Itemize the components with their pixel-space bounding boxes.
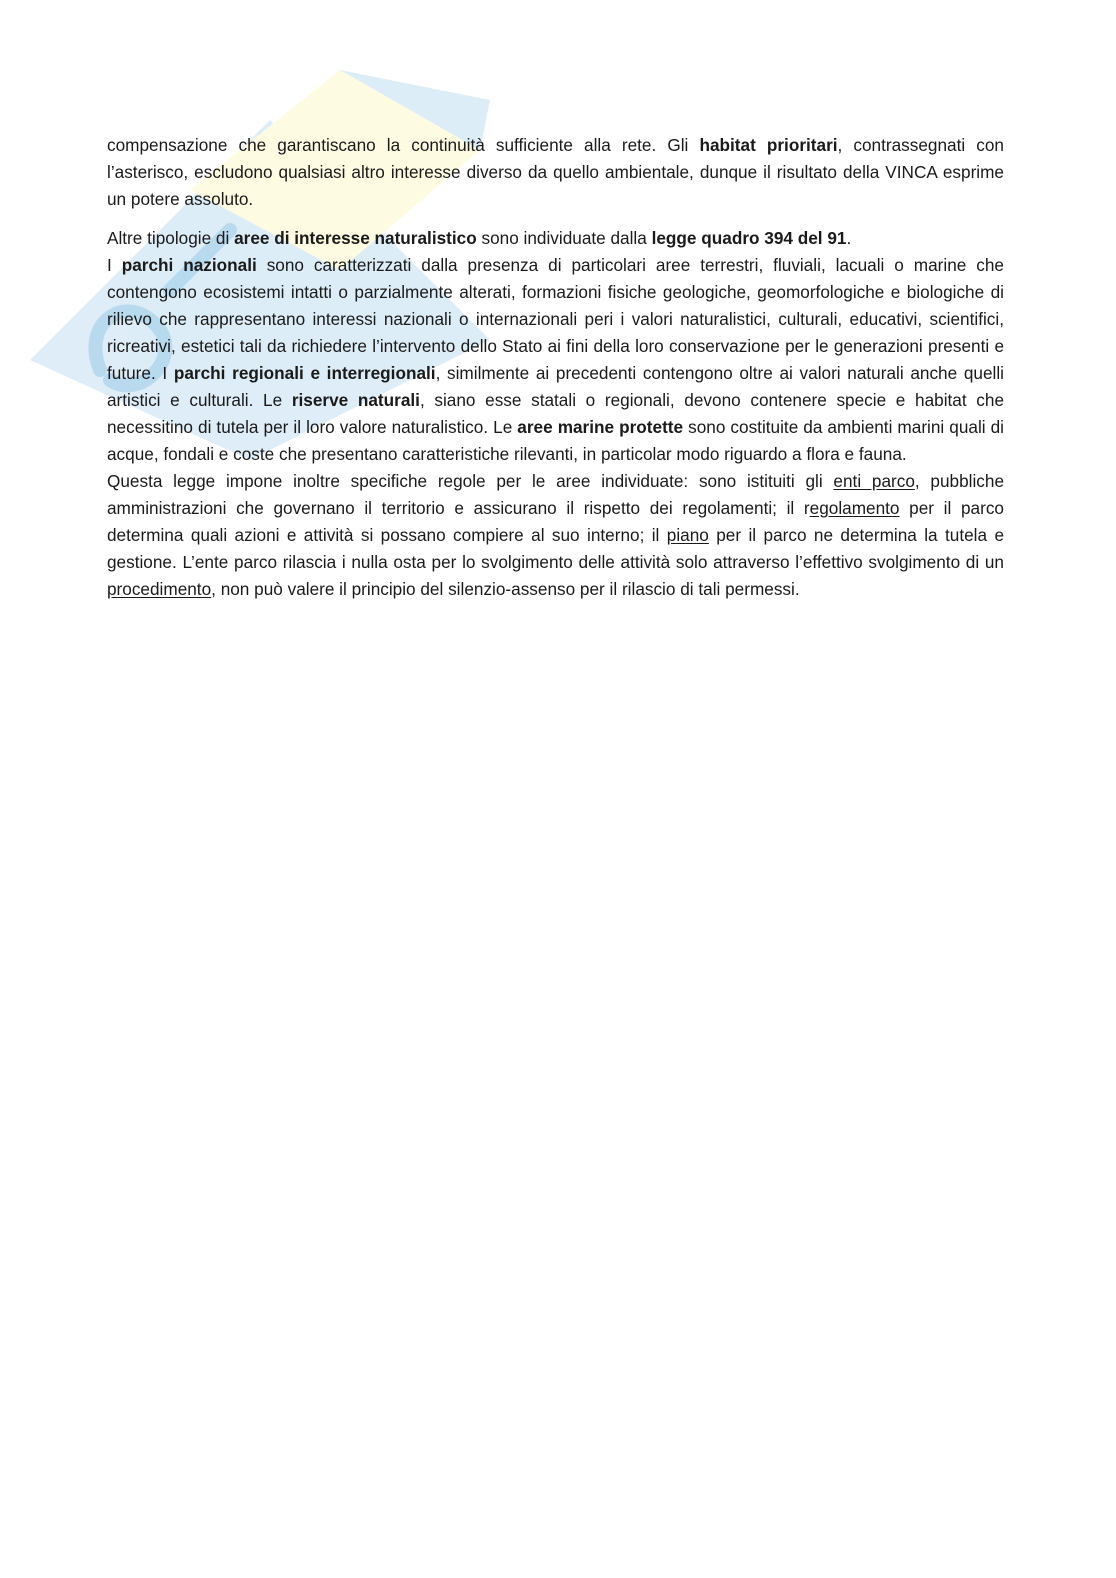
bold-term: parchi regionali e interregionali bbox=[173, 363, 436, 383]
bold-term: riserve naturali bbox=[291, 390, 420, 410]
bold-term: legge quadro 394 del 91 bbox=[651, 228, 847, 248]
text-span: , similmente ai precedenti contengono oltre ai valori naturali anche quelli artistici e culturali. Le bbox=[107, 363, 1004, 410]
underlined-term: egolamento bbox=[809, 498, 900, 518]
text-span: , siano esse statali o regionali, devono contenere specie e habitat che necessitino di tutela per il loro valore naturalistico. Le bbox=[107, 390, 1005, 437]
underlined-term: procedimento bbox=[107, 579, 212, 599]
text-span: Altre tipologie di bbox=[107, 228, 235, 248]
text-span: , pubbliche amministrazioni che governano il territorio e assicurano il rispetto dei regolamenti; il r bbox=[107, 471, 1005, 518]
text-span: per il parco determina quali azioni e attività si possano compiere al suo interno; il bbox=[107, 498, 1004, 545]
text-span: , non può valere il principio del silenzio-assenso per il rilascio di tali permessi. bbox=[211, 579, 800, 599]
bold-term: aree marine protette bbox=[517, 417, 684, 437]
text-span: per il parco ne determina la tutela e gestione. L’ente parco rilascia i nulla osta per lo svolgimento delle attività solo attraverso l’effettivo svolgimento di un bbox=[107, 525, 1005, 572]
text-span: sono costituite da ambienti marini quali di acque, fondali e coste che presentano caratteristiche rilevanti, in particolar modo riguardo a flora e fauna. bbox=[107, 417, 1004, 464]
bold-term: aree di interesse naturalistico bbox=[234, 228, 477, 248]
text-span: sono caratterizzati dalla presenza di particolari aree terrestri, fluviali, lacuali o marine che contengono ecosistemi intatti o parzialmente alterati, formazioni fisiche geologiche, geomorfologiche e biologiche di rilievo che rappresentano interessi nazionali o internazionali peri i valori naturalistici, culturali, educativi, scientifici, ricreativi, estetici tali da richiedere l’intervento dello Stato ai fini della loro conservazione per le generazioni presenti e future. I bbox=[107, 255, 1004, 383]
text-span: compensazione che garantiscano la continuità sufficiente alla rete. Gli bbox=[107, 135, 700, 155]
document-body bbox=[107, 132, 1004, 603]
bold-term: habitat prioritari bbox=[699, 135, 838, 155]
text-span: sono individuate dalla bbox=[476, 228, 652, 248]
text-span: Questa legge impone inoltre specifiche regole per le aree individuate: sono istituiti gli bbox=[107, 471, 834, 491]
text-span: I bbox=[107, 255, 122, 275]
paragraph-legge-regole bbox=[107, 468, 1004, 603]
paragraph-aree-interesse bbox=[107, 225, 1004, 252]
text-span: , contrassegnati con l’asterisco, escludono qualsiasi altro interesse diverso da quello ambientale, dunque il risultato della VINCA esprime un potere assoluto. bbox=[107, 135, 1004, 209]
underlined-term: enti parco bbox=[833, 471, 915, 491]
paragraph-habitat-prioritari bbox=[107, 132, 1004, 213]
paragraph-parchi bbox=[107, 252, 1004, 468]
text-span: . bbox=[846, 228, 852, 248]
bold-term: parchi nazionali bbox=[121, 255, 257, 275]
underlined-term: piano bbox=[666, 525, 709, 545]
